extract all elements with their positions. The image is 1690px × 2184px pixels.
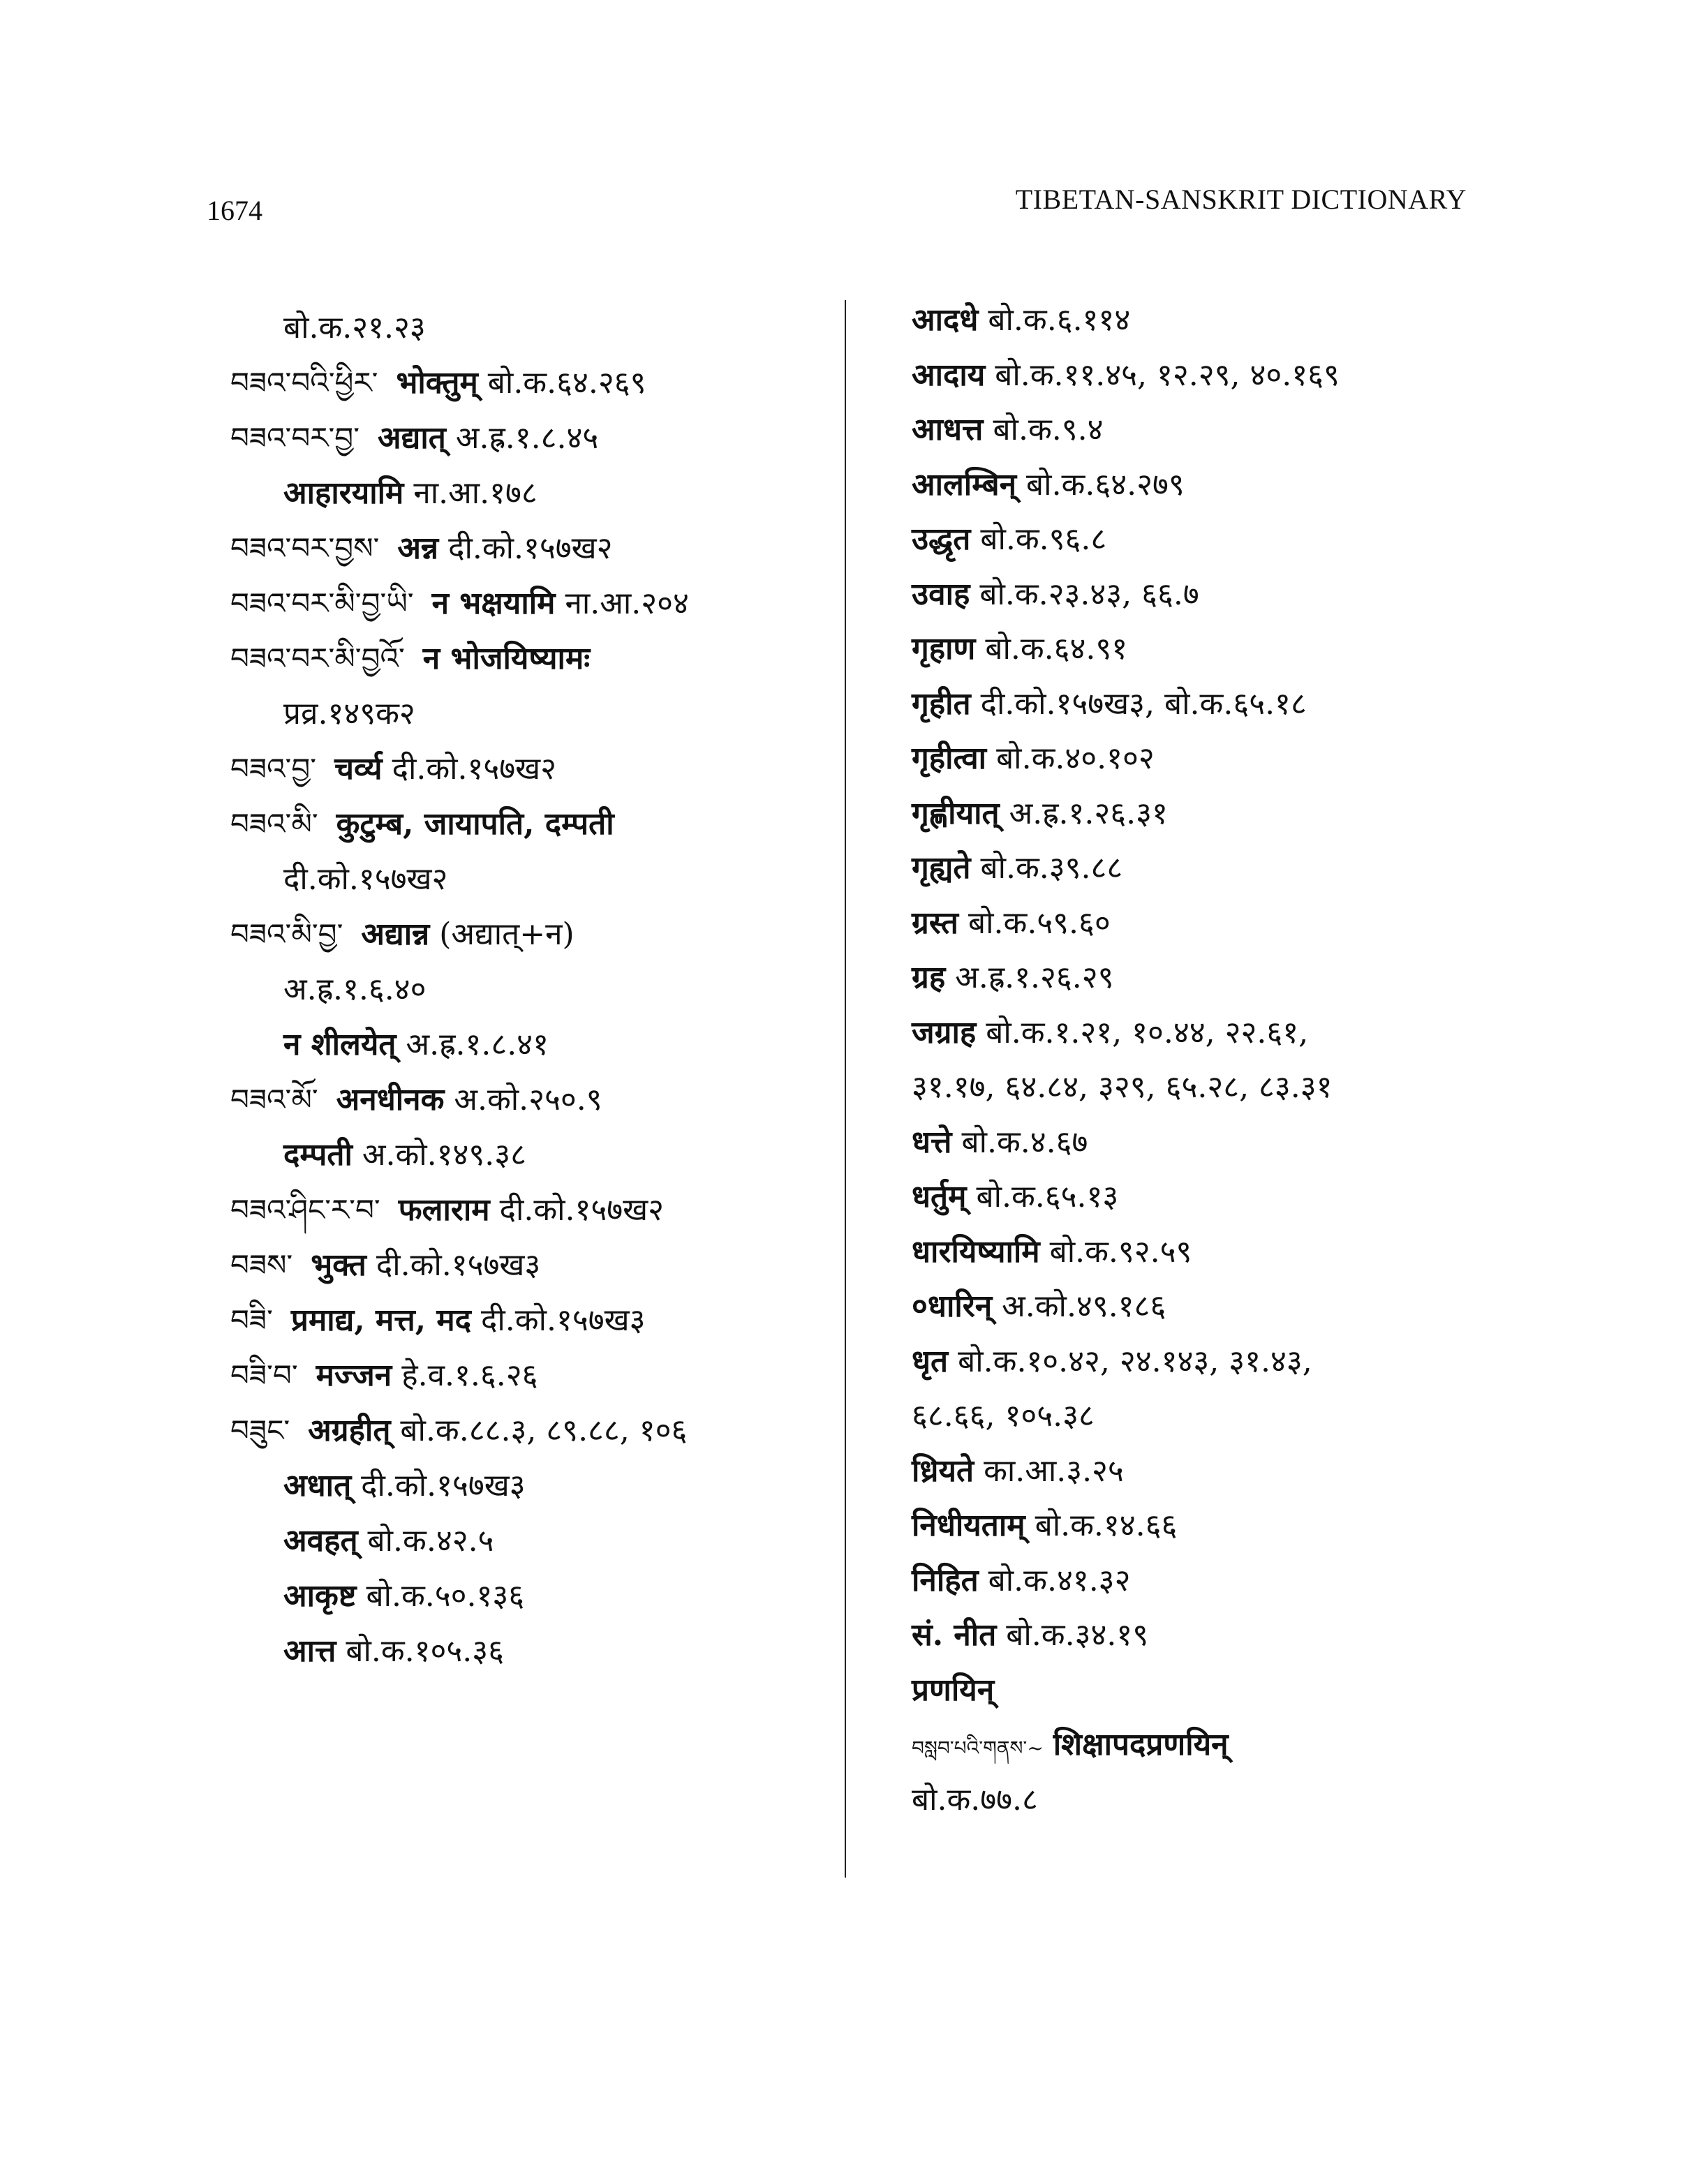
dictionary-entry-line — [912, 731, 1512, 787]
dictionary-entry-line — [912, 1663, 1512, 1718]
source-reference: दी.को.१५७ख३ — [481, 1302, 646, 1338]
dictionary-entry-line — [230, 741, 831, 796]
source-reference: बो.क.१.२१, १०.४४, २२.६१, — [986, 1014, 1309, 1050]
running-head: TIBETAN-SANSKRIT DICTIONARY — [1015, 184, 1467, 215]
source-reference: बो.क.४२.५ — [367, 1523, 494, 1559]
tibetan-headword: བཟི་བ་ — [230, 1358, 298, 1392]
sanskrit-equivalent: भोक्तुम् — [396, 365, 478, 401]
source-reference: बो.क.६५.१३ — [976, 1179, 1119, 1214]
source-reference: बो.क.२३.४३, ६६.७ — [979, 576, 1199, 612]
dictionary-entry-line — [912, 1335, 1512, 1390]
source-reference: अ.ह्र.१.६.४० — [283, 972, 427, 1007]
dictionary-entry-line — [230, 796, 831, 852]
sanskrit-equivalent: सं. नीत — [912, 1617, 997, 1653]
dictionary-entry-line — [912, 841, 1512, 896]
right-column — [912, 293, 1512, 1827]
sanskrit-equivalent: न भक्षयामि — [431, 586, 556, 621]
dictionary-entry-line — [912, 896, 1512, 951]
dictionary-entry-line — [230, 521, 831, 576]
sanskrit-equivalent: ०धारिन् — [912, 1288, 993, 1324]
dictionary-entry-line — [230, 1348, 831, 1403]
dictionary-entry-line — [912, 1279, 1512, 1335]
tibetan-headword: བཟའ་བའི་ཕྱིར་ — [230, 366, 378, 400]
sanskrit-equivalent: गृहीत्वा — [912, 741, 987, 776]
source-reference: दी.को.१५७ख३ — [361, 1468, 526, 1503]
dictionary-entry-line — [912, 1608, 1512, 1663]
dictionary-entry-line — [912, 622, 1512, 677]
source-reference: बो.क.६४.२७९ — [1026, 466, 1185, 503]
source-reference: ३१.१७, ६४.८४, ३२९, ६५.२८, ८३.३१ — [912, 1069, 1333, 1105]
dictionary-entry-line — [230, 1568, 831, 1624]
tibetan-headword: བཟའ་བར་མི་བྱའོ་ — [230, 641, 405, 676]
source-reference: बो.क.८८.३, ८९.८८, १०६ — [400, 1413, 688, 1448]
source-reference: अ.ह्र.१.२६.२९ — [955, 960, 1114, 995]
sanskrit-equivalent: अधात् — [283, 1468, 352, 1503]
sanskrit-equivalent: अनधीनक — [336, 1082, 445, 1117]
sanskrit-equivalent: ग्रस्त — [912, 905, 959, 941]
sanskrit-equivalent: धर्तुम् — [912, 1179, 967, 1214]
dictionary-entry-line — [230, 1017, 831, 1072]
sanskrit-equivalent: गृहीत — [912, 685, 971, 722]
source-reference: बो.क.४१.३२ — [988, 1562, 1131, 1598]
dictionary-entry-line — [912, 458, 1512, 513]
tibetan-headword: བཟའ་བར་བྱས་ — [230, 531, 380, 565]
source-reference: बो.क.२१.२३ — [283, 310, 426, 346]
dictionary-entry-line — [230, 962, 831, 1017]
sanskrit-equivalent: निहित — [912, 1562, 979, 1598]
sanskrit-equivalent: शिक्षापदप्रणयिन् — [1053, 1727, 1229, 1762]
dictionary-entry-line — [912, 567, 1512, 623]
dictionary-entry-line — [230, 576, 831, 631]
dictionary-entry-line — [912, 1499, 1512, 1554]
source-reference: अ.को.४९.१८६ — [1002, 1288, 1166, 1324]
dictionary-entry-line — [912, 787, 1512, 842]
sanskrit-equivalent: ध्रियते — [912, 1453, 974, 1489]
dictionary-entry-line — [230, 686, 831, 741]
dictionary-entry-line — [230, 1127, 831, 1182]
dictionary-entry-line — [230, 1624, 831, 1679]
source-reference: अ.को.१४९.३८ — [362, 1137, 527, 1173]
source-reference: बो.क.९.४ — [993, 412, 1104, 447]
source-reference: अ.ह्र.१.८.४१ — [406, 1027, 549, 1062]
sanskrit-equivalent: न शीलयेत् — [283, 1027, 396, 1062]
sanskrit-equivalent: आदधे — [912, 302, 979, 338]
sanskrit-equivalent: धत्ते — [912, 1124, 952, 1160]
dictionary-entry-line — [912, 1170, 1512, 1225]
dictionary-entry-line — [230, 1403, 831, 1458]
sanskrit-equivalent: फलाराम — [398, 1192, 490, 1228]
source-reference: प्रव्र.१४९क२ — [283, 696, 415, 731]
dictionary-entry-line — [230, 1238, 831, 1293]
sanskrit-equivalent: अद्यात् — [378, 420, 446, 456]
dictionary-entry-line — [230, 907, 831, 962]
dictionary-entry-line — [230, 1293, 831, 1348]
source-reference: अ.ह्र.१.२६.३१ — [1009, 795, 1168, 831]
sanskrit-equivalent: आकृष्ट — [283, 1578, 357, 1614]
source-reference: बो.क.१०.४२, २४.१४३, ३१.४३, — [958, 1343, 1312, 1379]
sanskrit-equivalent: धृत — [912, 1343, 949, 1379]
sanskrit-equivalent: उवाह — [912, 576, 970, 612]
dictionary-entry-line — [230, 466, 831, 521]
tibetan-compound-prefix: བསླབ་པའི་གནས་~ — [912, 1737, 1044, 1760]
source-reference: अ.ह्र.१.८.४५ — [455, 420, 599, 456]
tibetan-headword: བཟའ་བར་བྱ་ — [230, 421, 360, 455]
dictionary-entry-line — [912, 512, 1512, 567]
source-reference: बो.क.७७.८ — [912, 1781, 1038, 1818]
source-reference: बो.क.१०५.३६ — [346, 1633, 505, 1669]
source-reference: बो.क.१४.६६ — [1035, 1508, 1178, 1543]
sanskrit-equivalent: गृह्यते — [912, 850, 971, 886]
source-reference: ६८.६६, १०५.३८ — [912, 1398, 1095, 1434]
source-reference: दी.को.१५७ख२ — [392, 751, 557, 787]
source-reference: बो.क.६४.२६९ — [487, 365, 646, 401]
tibetan-headword: བཟའ་མོ་ — [230, 1083, 318, 1117]
sanskrit-equivalent: मज्जन — [316, 1358, 392, 1393]
tibetan-headword: བཟའ་མི་ — [230, 807, 318, 841]
source-reference: बो.क.४०.१०२ — [996, 741, 1155, 776]
sanskrit-equivalent: आदाय — [912, 357, 986, 393]
dictionary-entry-line — [912, 1115, 1512, 1171]
source-reference: बो.क.९६.८ — [980, 521, 1107, 557]
sanskrit-equivalent: अन्न — [397, 530, 439, 566]
source-reference: दी.को.१५७ख२ — [448, 530, 613, 566]
sanskrit-equivalent: प्रमाद्य, मत्त, मद — [290, 1302, 472, 1338]
tibetan-headword: བཟུང་ — [230, 1413, 290, 1448]
source-reference: दी.को.१५७ख३, बो.क.६५.१८ — [980, 685, 1307, 722]
tibetan-headword: བཟས་ — [230, 1248, 293, 1282]
source-reference: बो.क.४.६७ — [961, 1124, 1088, 1160]
dictionary-entry-line — [230, 355, 831, 410]
dictionary-entry-line — [912, 403, 1512, 458]
dictionary-entry-line — [912, 1389, 1512, 1444]
sanskrit-equivalent: अग्रहीत् — [308, 1413, 391, 1448]
sanskrit-equivalent: गृह्णीयात् — [912, 795, 1000, 831]
dictionary-entry-line — [912, 1006, 1512, 1061]
source-reference: (अद्यात्+न) — [439, 916, 575, 952]
dictionary-entry-line — [230, 1513, 831, 1568]
dictionary-entry-line — [912, 677, 1512, 732]
tibetan-headword: བཟའ་ཤིང་ར་བ་ — [230, 1193, 380, 1227]
dictionary-entry-line — [912, 293, 1512, 348]
tibetan-headword: བཟའ་མི་བྱ་ — [230, 917, 343, 951]
dictionary-entry-line — [912, 1444, 1512, 1499]
dictionary-entry-line — [912, 1225, 1512, 1280]
sanskrit-equivalent: अवहत् — [283, 1523, 358, 1559]
source-reference: बो.क.९२.५९ — [1049, 1233, 1192, 1270]
dictionary-entry-line — [912, 1060, 1512, 1115]
sanskrit-equivalent: कुटुम्ब, जायापति, दम्पती — [336, 806, 614, 842]
dictionary-entry-line — [912, 1554, 1512, 1609]
column-divider — [845, 300, 846, 1878]
source-reference: बो.क.५९.६० — [968, 905, 1111, 941]
tibetan-headword: བཟའ་བར་མི་བྱ་ཡི་ — [230, 586, 414, 621]
sanskrit-equivalent: भुक्त — [311, 1247, 366, 1283]
dictionary-entry-line — [230, 410, 831, 466]
sanskrit-equivalent: उद्धृत — [912, 521, 971, 557]
source-reference: दी.को.१५७ख२ — [499, 1192, 665, 1228]
dictionary-entry-line — [230, 852, 831, 907]
source-reference: अ.को.२५०.९ — [454, 1082, 602, 1117]
sanskrit-equivalent: जग्राह — [912, 1014, 977, 1050]
dictionary-entry-line — [230, 1072, 831, 1127]
dictionary-entry-line — [230, 300, 831, 355]
sanskrit-equivalent: न भोजयिष्यामः — [422, 641, 591, 676]
dictionary-entry-line — [230, 631, 831, 686]
dictionary-entry-line — [230, 1182, 831, 1238]
source-reference: का.आ.३.२५ — [984, 1453, 1124, 1489]
dictionary-entry-line — [912, 951, 1512, 1006]
source-reference: बो.क.६.११४ — [988, 302, 1131, 338]
page-number: 1674 — [207, 195, 262, 226]
source-reference: बो.क.५०.१३६ — [366, 1578, 525, 1614]
tibetan-headword: བཟའ་བྱ་ — [230, 752, 317, 786]
sanskrit-equivalent: चर्व्य — [334, 751, 383, 787]
sanskrit-equivalent: निधीयताम् — [912, 1508, 1025, 1543]
sanskrit-equivalent: दम्पती — [283, 1137, 353, 1173]
source-reference: बो.क.११.४५, १२.२९, ४०.१६९ — [995, 357, 1340, 393]
sanskrit-equivalent: अद्यान्न — [361, 916, 430, 952]
source-reference: ना.आ.१७८ — [413, 475, 538, 511]
sanskrit-equivalent: आहारयामि — [283, 475, 404, 511]
tibetan-headword: བཟི་ — [230, 1303, 273, 1337]
sanskrit-equivalent: आलम्बिन् — [912, 466, 1017, 503]
sanskrit-equivalent: गृहाण — [912, 631, 976, 667]
source-reference: हे.व.१.६.२६ — [401, 1358, 538, 1393]
source-reference: ना.आ.२०४ — [565, 586, 689, 621]
left-column — [230, 300, 831, 1679]
source-reference: बो.क.६४.९१ — [985, 631, 1128, 667]
dictionary-entry-line — [912, 1718, 1512, 1773]
sanskrit-equivalent: प्रणयिन् — [912, 1672, 995, 1708]
sanskrit-equivalent: ग्रह — [912, 960, 946, 995]
source-reference: दी.को.१५७ख२ — [283, 861, 448, 897]
sanskrit-equivalent: धारयिष्यामि — [912, 1233, 1040, 1270]
dictionary-entry-line — [230, 1458, 831, 1513]
source-reference: बो.क.३९.८८ — [980, 850, 1123, 886]
source-reference: बो.क.३४.१९ — [1006, 1617, 1149, 1653]
dictionary-entry-line — [912, 348, 1512, 403]
dictionary-entry-line — [912, 1773, 1512, 1828]
sanskrit-equivalent: आधत्त — [912, 412, 984, 447]
sanskrit-equivalent: आत्त — [283, 1633, 336, 1669]
source-reference: दी.को.१५७ख३ — [376, 1247, 541, 1283]
